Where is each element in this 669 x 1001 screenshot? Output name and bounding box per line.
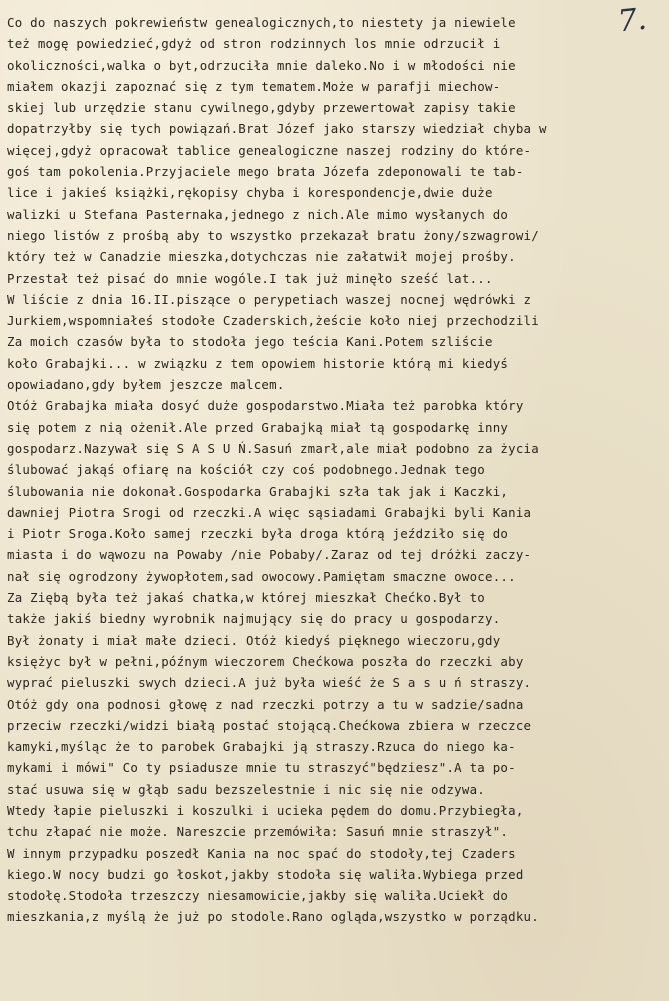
text-line: skiej lub urzędzie stanu cywilnego,gdyby przewertował zapisy takie	[7, 100, 516, 116]
text-line: walizki u Stefana Pasternaka,jednego z nich.Ale mimo wysłanych do	[7, 206, 509, 222]
text-line: W liście z dnia 16.II.piszące o perypetiach waszej nocnej wędrówki z	[7, 291, 532, 307]
text-line: nał się ogrodzony żywopłotem,sad owocowy.Pamiętam smaczne owoce...	[7, 568, 516, 584]
text-line: i Piotr Sroga.Koło samej rzeczki była droga którą jeździło się do	[7, 526, 509, 542]
text-line: miasta i do wąwozu na Powaby /nie Pobaby/.Zaraz od tej dróżki zaczy-	[7, 547, 532, 563]
text-line: który też w Canadzie mieszka,dotychczas nie załatwił mojej prośby.	[7, 249, 516, 265]
text-line: dopatrzyłby się tych powiązań.Brat Józef jako starszy wiedział chyba w	[7, 121, 547, 137]
text-line: Otóż gdy ona podnosi głowę z nad rzeczki potrzy a tu w sadzie/sadna	[7, 696, 524, 712]
text-line: stodołę.Stodoła trzeszczy niesamowicie,jakby się waliła.Uciekł do	[7, 888, 509, 904]
text-line: Za moich czasów była to stodoła jego teścia Kani.Potem szliście	[7, 334, 493, 350]
text-line: Jurkiem,wspomniałeś stodołe Czaderskich,żeście koło niej przechodzili	[7, 313, 539, 329]
text-line: przeciw rzeczki/widzi białą postać stojącą.Chećkowa zbiera w rzeczce	[7, 717, 532, 733]
text-line: Otóż Grabajka miała dosyć duże gospodarstwo.Miała też parobka który	[7, 398, 524, 414]
text-line: dawniej Piotra Srogi od rzeczki.A więc sąsiadami Grabajki byli Kania	[7, 504, 532, 520]
letter-body	[7, 12, 667, 928]
text-line: goś tam pokolenia.Przyjaciele mego brata Józefa zdeponowali te tab-	[7, 164, 524, 180]
text-line: niego listów z prośbą aby to wszystko przekazał bratu żony/szwagrowi/	[7, 227, 539, 243]
text-line: się potem z nią ożenił.Ale przed Grabajką miał tą gospodarkę inny	[7, 419, 509, 435]
text-line: Za Ziębą była też jakaś chatka,w której mieszkał Chećko.Był to	[7, 590, 486, 606]
page-number: 7.	[616, 1, 649, 40]
text-line: kamyki,myśląc że to parobek Grabajki ją straszy.Rzuca do niego ka-	[7, 739, 516, 755]
text-line: lice i jakieś książki,rękopisy chyba i korespondencje,dwie duże	[7, 185, 493, 201]
text-line: mieszkania,z myślą że już po stodole.Rano ogląda,wszystko w porządku.	[7, 909, 539, 925]
text-line: okoliczności,walka o byt,odrzuciła mnie daleko.No i w młodości nie	[7, 57, 516, 73]
text-line: stać usuwa się w głąb sadu bezszelestnie i nic się nie odzywa.	[7, 781, 486, 797]
text-line: księżyc był w pełni,późnym wieczorem Chećkowa poszła do rzeczki aby	[7, 653, 524, 669]
text-line: W innym przypadku poszedł Kania na noc spać do stodoły,tej Czaders	[7, 845, 516, 861]
text-line: wyprać pieluszki swych dzieci.A już była wieść że S a s u ń straszy.	[7, 675, 532, 691]
text-line: ślubowania nie dokonał.Gospodarka Grabajki szła tak jak i Kaczki,	[7, 483, 509, 499]
text-line: też mogę powiedzieć,gdyż od stron rodzinnych los mnie odrzucił i	[7, 36, 501, 52]
text-line: także jakiś biedny wyrobnik najmujący się do pracy u gospodarzy.	[7, 611, 501, 627]
text-line: ślubować jakąś ofiarę na kościół czy coś podobnego.Jednak tego	[7, 462, 486, 478]
text-line: tchu złapać nie może. Nareszcie przemówiła: Sasuń mnie straszył".	[7, 824, 509, 840]
text-line: opowiadano,gdy byłem jeszcze malcem.	[7, 377, 285, 393]
text-line: koło Grabajki... w związku z tem opowiem historie którą mi kiedyś	[7, 355, 509, 371]
text-line: mykami i mówi" Co ty psiadusze mnie tu straszyć"będziesz".A ta po-	[7, 760, 516, 776]
text-line: gospodarz.Nazywał się S A S U Ń.Sasuń zmarł,ale miał podobno za życia	[7, 440, 539, 456]
text-line: Przestał też pisać do mnie wogóle.I tak już minęło sześć lat...	[7, 270, 493, 286]
text-line: kiego.W nocy budzi go łoskot,jakby stodoła się waliła.Wybiega przed	[7, 866, 524, 882]
text-line: więcej,gdyż opracował tablice genealogiczne naszej rodziny do które-	[7, 142, 532, 158]
text-line: Wtedy łapie pieluszki i koszulki i ucieka pędem do domu.Przybiegła,	[7, 802, 524, 818]
text-line: Co do naszych pokrewieństw genealogicznych,to niestety ja niewiele	[7, 15, 516, 30]
text-line: miałem okazji zapoznać się z tym tematem.Może w parafji miechow-	[7, 78, 501, 94]
text-line: Był żonaty i miał małe dzieci. Otóż kiedyś pięknego wieczoru,gdy	[7, 632, 501, 648]
